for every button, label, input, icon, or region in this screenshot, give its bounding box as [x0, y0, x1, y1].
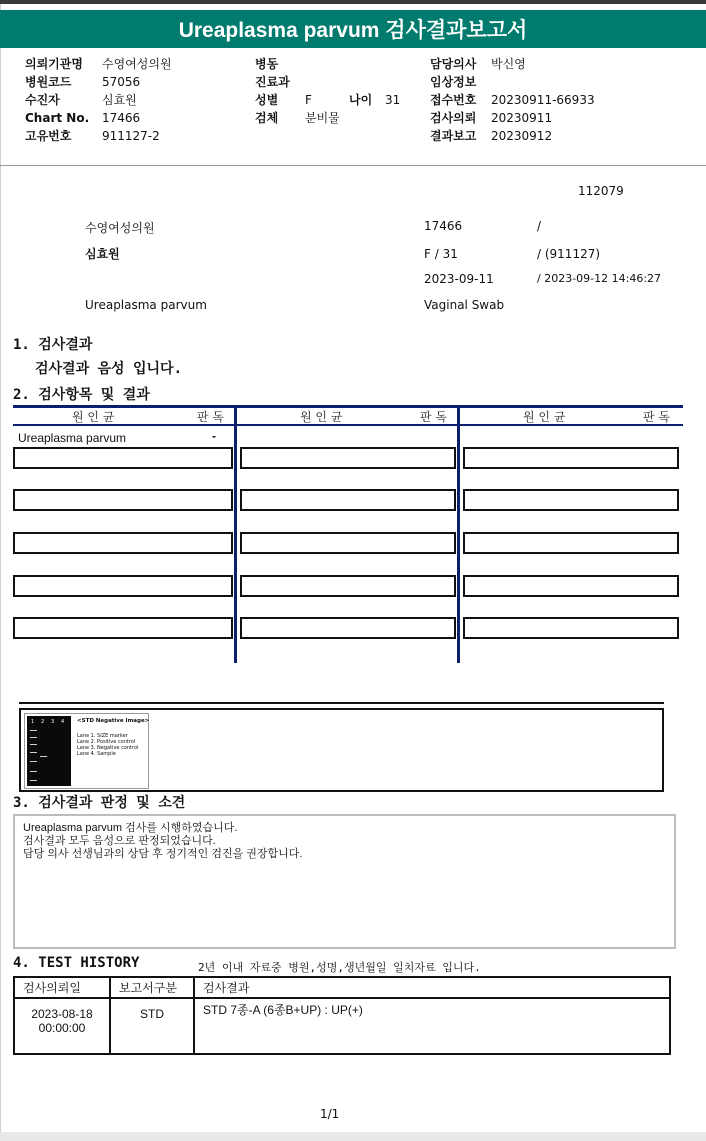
result-cell [240, 489, 456, 511]
patient-value: 심효원 [102, 93, 137, 107]
summary-chart: 17466 [424, 219, 463, 233]
summary-report-datetime: / 2023-09-12 14:46:27 [537, 272, 662, 285]
dept-label: 진료과 [255, 75, 290, 89]
clinical-label: 임상정보 [430, 75, 477, 89]
summary-birth: / (911127) [537, 247, 601, 261]
gel-band [30, 780, 37, 781]
organism-name: Ureaplasma parvum [18, 431, 127, 445]
request-value: 20230911 [491, 111, 553, 125]
section-4-title: 4. TEST HISTORY [13, 955, 140, 971]
code-value: 57056 [102, 75, 141, 89]
gel-legend [77, 718, 149, 757]
gel-band [30, 761, 37, 762]
result-cell [463, 575, 679, 597]
summary-sex-age: F / 31 [424, 247, 458, 261]
history-table [13, 976, 671, 1055]
history-col-date: 검사의뢰일 [14, 977, 110, 998]
info-col-2 [255, 55, 400, 127]
ward-label: 병동 [255, 57, 279, 71]
gel-legend-item: Lane 2. Positive control [77, 739, 136, 745]
lane-number: 4 [61, 719, 65, 725]
top-edge [0, 0, 706, 4]
chart-value: 17466 [102, 111, 141, 125]
summary-patient: 심효원 [85, 247, 120, 261]
code-label: 병원코드 [25, 75, 72, 89]
summary-test-name: Ureaplasma parvum [85, 298, 207, 312]
report-title: Ureaplasma parvum 검사결과보고서 [0, 10, 706, 48]
opinion-line: Ureaplasma parvum 검사를 시행하였습니다. [23, 822, 238, 834]
result-cell [13, 575, 233, 597]
summary-slash: / [537, 219, 542, 233]
info-divider [0, 165, 706, 166]
result-cell [463, 532, 679, 554]
info-col-1 [25, 55, 172, 145]
sex-value: F [305, 93, 312, 107]
opinion-line: 담당 의사 선생님과의 상담 후 정기적인 검진을 권장합니다. [23, 848, 303, 860]
hospital-value: 수영여성의원 [102, 57, 172, 71]
gel-title: <STD Negative Image> [77, 718, 150, 724]
page-number: 1/1 [320, 1107, 340, 1121]
sex-label: 성별 [255, 93, 279, 107]
receipt-label: 접수번호 [430, 93, 477, 107]
unique-label: 고유번호 [25, 129, 72, 143]
specimen-label: 검체 [255, 111, 279, 125]
col-judgement-header-3: 판 독 [643, 410, 670, 424]
col-organism-header-1: 원 인 균 [72, 410, 115, 424]
result-cell [240, 575, 456, 597]
history-time: 00:00:00 [38, 1021, 86, 1035]
col-organism-header-2: 원 인 균 [300, 410, 343, 424]
gel-legend-item: Lane 4. Sample [77, 751, 116, 757]
opinion-line: 검사결과 모두 음성으로 판정되었습니다. [23, 835, 216, 847]
code-number: 112079 [578, 184, 624, 198]
gel-top-rule [19, 702, 664, 704]
result-cell [240, 617, 456, 639]
unique-value: 911127-2 [102, 129, 160, 143]
doctor-label: 담당의사 [430, 57, 477, 71]
summary-specimen: Vaginal Swab [424, 298, 505, 312]
result-cell [463, 447, 679, 469]
age-label: 나이 [349, 93, 373, 107]
gel-band [30, 752, 37, 753]
col-judgement-header-1: 판 독 [197, 410, 224, 424]
gel-lanes [27, 716, 71, 786]
chart-label: Chart No. [25, 111, 90, 125]
section-1-title: 1. 검사결과 [13, 337, 93, 353]
doctor-value: 박신영 [491, 57, 526, 71]
request-label: 검사의뢰 [430, 111, 477, 125]
gel-legend-item: Lane 1. SIZE marker [77, 733, 128, 739]
summary-hospital: 수영여성의원 [85, 221, 155, 235]
history-note: 2년 이내 자료중 병원,성명,생년월일 일치자료 입니다. [198, 961, 481, 974]
col-organism-header-3: 원 인 균 [523, 410, 566, 424]
info-col-3 [430, 55, 595, 145]
grid-divider-2 [457, 405, 460, 663]
gel-band [40, 756, 47, 757]
history-header-row [14, 977, 670, 998]
result-cell [13, 532, 233, 554]
history-type: STD [110, 998, 194, 1054]
result-cell [240, 532, 456, 554]
gel-band [30, 744, 37, 745]
result-cell [13, 447, 233, 469]
age-value: 31 [385, 93, 401, 107]
result-cell [13, 489, 233, 511]
specimen-value: 분비물 [305, 111, 340, 125]
organism-result: - [212, 429, 216, 443]
summary-request-date: 2023-09-11 [424, 272, 494, 286]
result-cell [13, 617, 233, 639]
report-value: 20230912 [491, 129, 553, 143]
gel-electrophoresis-image [24, 713, 149, 789]
history-date-cell [14, 998, 110, 1054]
lane-number: 1 [31, 719, 35, 725]
bottom-edge [0, 1132, 706, 1141]
gel-band [30, 730, 37, 731]
col-judgement-header-2: 판 독 [420, 410, 447, 424]
history-col-result: 검사결과 [194, 977, 670, 998]
lane-number: 3 [51, 719, 55, 725]
gel-band [30, 771, 37, 772]
grid-divider-1 [234, 405, 237, 663]
history-result: STD 7종-A (6종B+UP) : UP(+) [194, 998, 670, 1054]
section-2-title: 2. 검사항목 및 결과 [13, 387, 150, 403]
lane-number: 2 [41, 719, 45, 725]
page-left-edge [0, 4, 1, 1132]
result-cell [240, 447, 456, 469]
report-label: 결과보고 [430, 129, 477, 143]
patient-label: 수진자 [25, 93, 60, 107]
history-row [14, 998, 670, 1054]
receipt-value: 20230911-66933 [491, 93, 595, 107]
opinion-box [13, 814, 676, 949]
gel-band [30, 737, 37, 738]
result-cell [463, 617, 679, 639]
result-cell [463, 489, 679, 511]
section-3-title: 3. 검사결과 판정 및 소견 [13, 795, 186, 811]
history-col-type: 보고서구분 [110, 977, 194, 998]
hospital-label: 의뢰기관명 [25, 57, 83, 71]
overall-result: 검사결과 음성 입니다. [35, 361, 183, 377]
history-date: 2023-08-18 [31, 1007, 93, 1021]
grid-header-rule [13, 424, 683, 426]
gel-legend-item: Lane 3. Negative control [77, 745, 139, 751]
